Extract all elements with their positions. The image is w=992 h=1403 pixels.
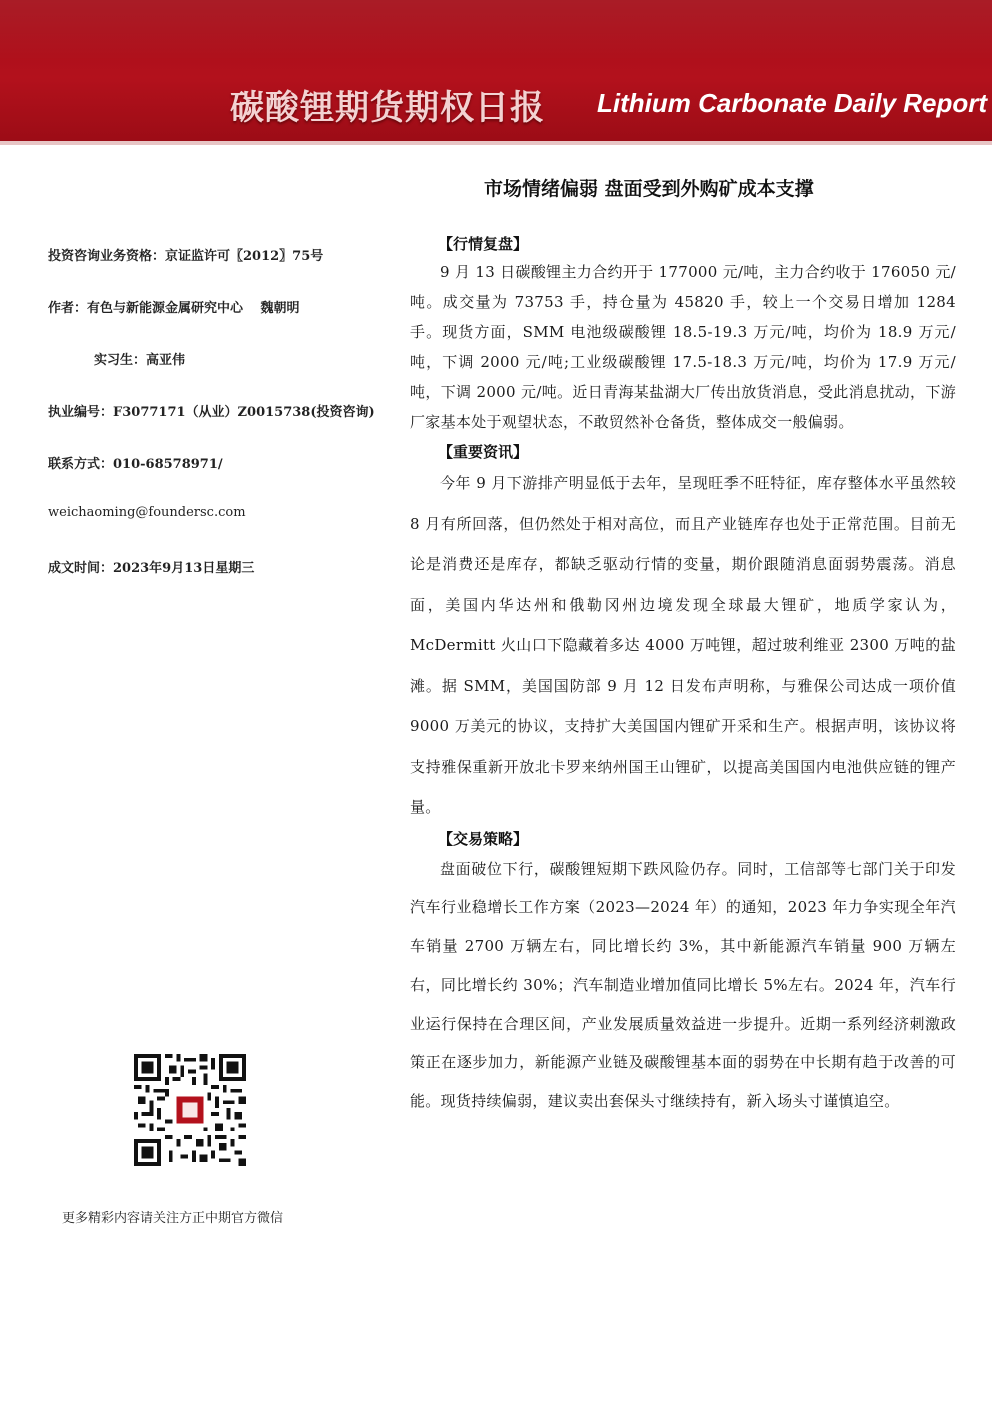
qr-code-icon (134, 1054, 246, 1166)
article-body (410, 231, 956, 1121)
report-title-cn: 碳酸锂期货期权日报 (230, 88, 545, 128)
section-text-review: 9 月 13 日碳酸锂主力合约开于 177000 元/吨，主力合约收于 176050 元/吨。成交量为 73753 手，持仓量为 45820 手，较上一个交易日增加 1284 手。现货方面，SMM 电池级碳酸锂 18.5-19.3 万元/吨，均价为 18.9 万元/吨，下调 2000 元/吨;工业级碳酸锂 17.5-18.3 万元/吨，均价为 17.9 万元/吨，下调 2000 元/吨。近日青海某盐湖大厂传出放货消息，受此消息扰动，下游厂家基本处于观望状态，不敢贸然补仓备货，整体成交一般偏弱。 (410, 263, 956, 431)
section-text-strategy: 盘面破位下行，碳酸锂短期下跌风险仍存。同时，工信部等七部门关于印发汽车行业稳增长工作方案（2023—2024 年）的通知，2023 年力争实现全年汽车销量 2700 万辆左右，同比增长约 3%，其中新能源汽车销量 900 万辆左右，同比增长约 30%；汽车制造业增加值同比增长 5%左右。2024 年，汽车行业运行保持在合理区间，产业发展质量效益进一步提升。近期一系列经济刺激政策正在逐步加力，新能源产业链及碳酸锂基本面的弱势在中长期有趋于改善的可能。现货持续偏弱，建议卖出套保头寸继续持有，新入场头寸谨慎追空。 (410, 859, 956, 1111)
header-banner (0, 0, 992, 141)
section-heading-strategy: 【交易策略】 (438, 829, 529, 848)
section-text-news: 今年 9 月下游排产明显低于去年，呈现旺季不旺特征，库存整体水平虽然较 8 月有所回落，但仍然处于相对高位，而且产业链库存也处于正常范围。目前无论是消费还是库存，都缺乏驱动行情的变量，期价跟随消息面弱势震荡。消息面，美国内华达州和俄勒冈州边境发现全球最大锂矿，地质学家认为，McDermitt 火山口下隐藏着多达 4000 万吨锂，超过玻利维亚 2300 万吨的盐滩。据 SMM，美国国防部 9 月 12 日发布声明称，与雅保公司达成一项价值 9000 万美元的协议，支持扩大美国国内锂矿开采和生产。根据声明，该协议将支持雅保重新开放北卡罗来纳州国王山锂矿，以提高美国国内电池供应链的锂产量。 (410, 474, 956, 816)
report-title-en: Lithium Carbonate Daily Report (597, 88, 988, 118)
article-headline: 市场情绪偏弱 盘面受到外购矿成本支撑 (484, 178, 814, 200)
banner-divider (0, 141, 992, 145)
banner-shine (0, 0, 992, 60)
qr-caption: 更多精彩内容请关注方正中期官方微信 (62, 1211, 284, 1226)
intern-line: 实习生：高亚伟 (94, 353, 186, 368)
qualification-line: 投资咨询业务资格：京证监许可〖2012〗75号 (48, 249, 324, 264)
date-line: 成文时间：2023年9月13日星期三 (48, 561, 255, 576)
section-heading-news: 【重要资讯】 (438, 443, 529, 461)
license-line: 执业编号：F3077171（从业）Z0015738(投资咨询) (48, 405, 375, 420)
email-link[interactable]: weichaoming@foundersc.com (48, 505, 246, 520)
section-heading-review: 【行情复盘】 (438, 235, 529, 253)
author-line: 作者：有色与新能源金属研究中心 魏朝明 (48, 301, 300, 316)
contact-line: 联系方式：010-68578971/ (48, 457, 223, 472)
